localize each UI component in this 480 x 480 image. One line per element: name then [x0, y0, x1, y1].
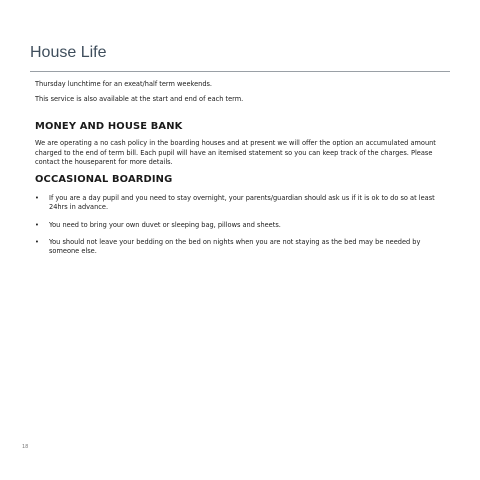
boarding-bullet-list — [35, 194, 445, 257]
page-content — [35, 80, 445, 257]
boarding-section-heading: OCCASIONAL BOARDING — [35, 174, 173, 186]
bullet-icon: • — [35, 220, 39, 229]
title-divider — [30, 71, 450, 72]
money-section-text: We are operating a no cash policy in the boarding houses and at present we will offer the option an accumulated amount charged to the end of term bill. Each pupil will have an itemised statement so you can keep track of the charges. Please contact the houseparent for more details. — [35, 139, 436, 167]
list-item-text: If you are a day pupil and you need to stay overnight, your parents/guardian should ask us if it is ok to do so at least 24hrs in advance. — [49, 193, 435, 212]
list-item-text: You need to bring your own duvet or sleeping bag, pillows and sheets. — [49, 220, 281, 229]
bullet-icon: • — [35, 238, 39, 247]
money-section-heading: MONEY AND HOUSE BANK — [35, 120, 183, 132]
list-item-text: You should not leave your bedding on the bed on nights when you are not staying as the bed may be needed by someone else. — [49, 238, 421, 256]
list-item — [35, 194, 445, 213]
bullet-icon: • — [35, 193, 39, 202]
list-item — [35, 238, 445, 257]
page-title: House Life — [30, 44, 107, 61]
intro-line-1: Thursday lunchtime for an exeat/half term weekends. — [35, 80, 213, 88]
page-number: 18 — [22, 444, 29, 450]
intro-line-2: This service is also available at the start and end of each term. — [35, 95, 244, 104]
list-item — [35, 221, 445, 230]
